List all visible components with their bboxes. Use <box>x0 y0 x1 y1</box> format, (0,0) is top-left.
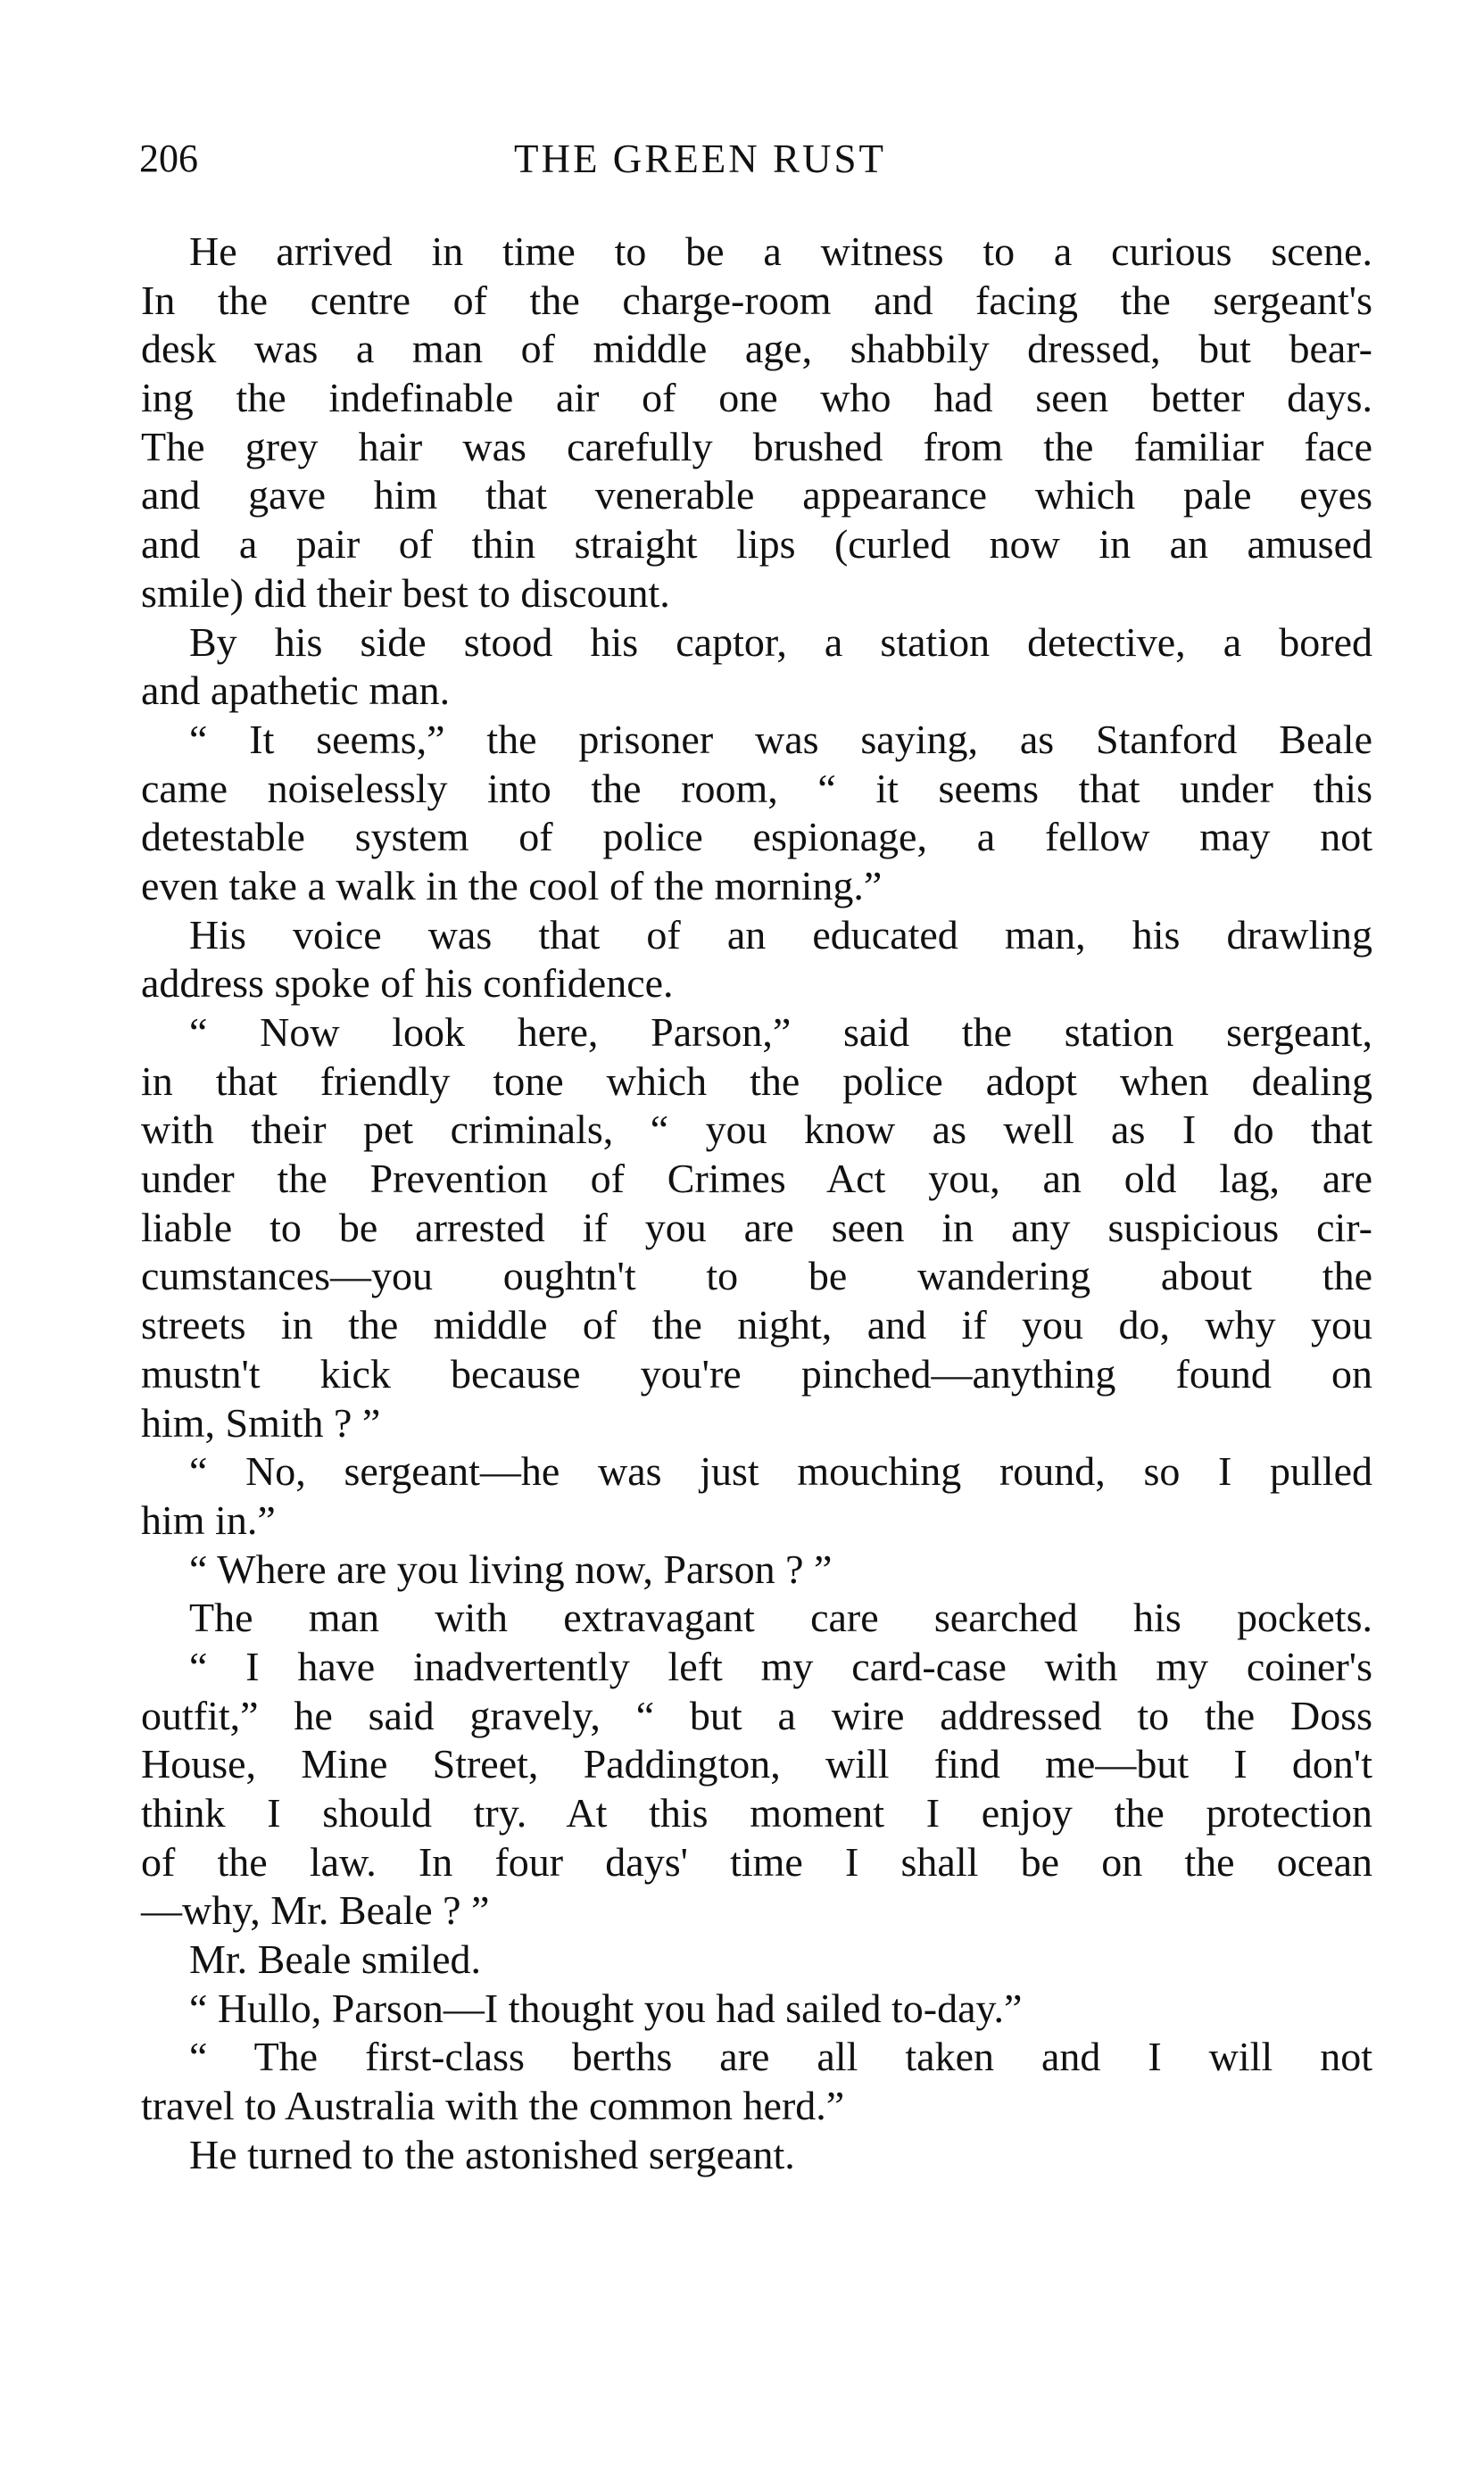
text-line-content: In the centre of the charge-room and facing the sergeant's <box>141 277 1372 323</box>
text-line-content: By his side stood his captor, a station detective, a bored <box>189 618 1372 665</box>
text-line <box>141 1838 1372 1887</box>
text-line-content: “ No, sergeant—he was just mouching round, so I pulled <box>189 1448 1372 1495</box>
text-line-content: him in.” <box>141 1497 276 1543</box>
text-line <box>141 1740 1372 1789</box>
text-line <box>141 2131 1372 2180</box>
text-line-content: streets in the middle of the night, and if you do, why you <box>141 1302 1372 1348</box>
text-line-content: in that friendly tone which the police adopt when dealing <box>141 1057 1372 1104</box>
text-line <box>141 1155 1372 1204</box>
page-number: 206 <box>139 137 198 180</box>
text-line-content: “ The first-class berths are all taken and I will not <box>189 2034 1372 2080</box>
text-line <box>141 1301 1372 1350</box>
text-line <box>141 1252 1372 1301</box>
text-line-content: House, Mine Street, Paddington, will find me—but I don't <box>141 1741 1372 1787</box>
text-line-content: desk was a man of middle age, shabbily dressed, but bear- <box>141 326 1372 372</box>
text-line-content: “ Now look here, Parson,” said the station sergeant, <box>189 1009 1372 1055</box>
text-line-content: He arrived in time to be a witness to a curious scene. <box>189 228 1372 274</box>
text-line <box>141 1886 1372 1936</box>
text-line <box>141 228 1372 277</box>
text-line <box>141 1594 1372 1643</box>
text-line <box>141 325 1372 374</box>
running-head <box>139 132 1371 195</box>
text-line-content: think I should try. At this moment I enjoy the protection <box>141 1790 1372 1836</box>
text-line-content: and a pair of thin straight lips (curled now in an amused <box>141 521 1372 568</box>
text-line-content: “ I have inadvertently left my card-case with my coiner's <box>189 1643 1372 1689</box>
text-line <box>141 1008 1372 1057</box>
text-line-content: The man with extravagant care searched his pockets. <box>189 1595 1372 1641</box>
text-line <box>141 813 1372 862</box>
text-line-content: Mr. Beale smiled. <box>189 1936 482 1983</box>
text-line-content: The grey hair was carefully brushed from the familiar face <box>141 423 1372 469</box>
text-line-content: “ Hullo, Parson—I thought you had sailed to-day.” <box>189 1985 1023 2031</box>
text-line-content: smile) did their best to discount. <box>141 569 670 616</box>
text-line-content: address spoke of his confidence. <box>141 960 674 1007</box>
text-line <box>141 1546 1372 1595</box>
text-line-content: came noiselessly into the room, “ it seems that under this <box>141 765 1372 811</box>
text-line <box>141 277 1372 326</box>
text-line-content: travel to Australia with the common herd.” <box>141 2083 845 2129</box>
text-line-content: and apathetic man. <box>141 667 451 714</box>
text-line-content: detestable system of police espionage, a fellow may not <box>141 814 1372 860</box>
text-line-content: liable to be arrested if you are seen in any suspicious cir- <box>141 1204 1372 1250</box>
text-line <box>141 1692 1372 1741</box>
text-line <box>141 618 1372 667</box>
text-line <box>141 1399 1372 1448</box>
text-line <box>141 1204 1372 1253</box>
text-line <box>141 423 1372 472</box>
text-line <box>141 1643 1372 1692</box>
text-line-content: cumstances—you oughtn't to be wandering about the <box>141 1253 1372 1299</box>
text-line <box>141 1936 1372 1985</box>
text-line <box>141 1106 1372 1155</box>
text-line-content: under the Prevention of Crimes Act you, an old lag, are <box>141 1156 1372 1202</box>
text-line-content: “ It seems,” the prisoner was saying, as Stanford Beale <box>189 716 1372 762</box>
text-line <box>141 2082 1372 2131</box>
text-line-content: outfit,” he said gravely, “ but a wire addressed to the Doss <box>141 1692 1372 1738</box>
text-line <box>141 1350 1372 1399</box>
body-text <box>141 228 1372 2180</box>
text-line-content: of the law. In four days' time I shall be on the ocean <box>141 1838 1372 1885</box>
text-line <box>141 911 1372 960</box>
text-line <box>141 862 1372 911</box>
text-line-content: —why, Mr. Beale ? ” <box>141 1887 490 1934</box>
text-line-content: with their pet criminals, “ you know as well as I do that <box>141 1107 1372 1153</box>
text-line <box>141 716 1372 765</box>
text-line <box>141 374 1372 423</box>
text-line-content: His voice was that of an educated man, his drawling <box>189 911 1372 958</box>
text-line <box>141 471 1372 520</box>
running-title: THE GREEN RUST <box>514 137 886 181</box>
text-line <box>141 1057 1372 1107</box>
text-line <box>141 765 1372 814</box>
text-line <box>141 1985 1372 2034</box>
text-line <box>141 1497 1372 1546</box>
text-line-content: ing the indefinable air of one who had seen better days. <box>141 375 1372 421</box>
text-line <box>141 1789 1372 1838</box>
text-line <box>141 569 1372 618</box>
text-line <box>141 667 1372 716</box>
text-line <box>141 1447 1372 1497</box>
text-line-content: even take a walk in the cool of the morning.” <box>141 862 883 908</box>
text-line <box>141 959 1372 1008</box>
text-line-content: “ Where are you living now, Parson ? ” <box>189 1546 833 1592</box>
text-line-content: and gave him that venerable appearance which pale eyes <box>141 472 1372 518</box>
text-line <box>141 520 1372 569</box>
text-line-content: him, Smith ? ” <box>141 1399 381 1446</box>
text-line <box>141 2033 1372 2082</box>
text-line-content: mustn't kick because you're pinched—anything found on <box>141 1350 1372 1397</box>
text-line-content: He turned to the astonished sergeant. <box>189 2131 795 2177</box>
